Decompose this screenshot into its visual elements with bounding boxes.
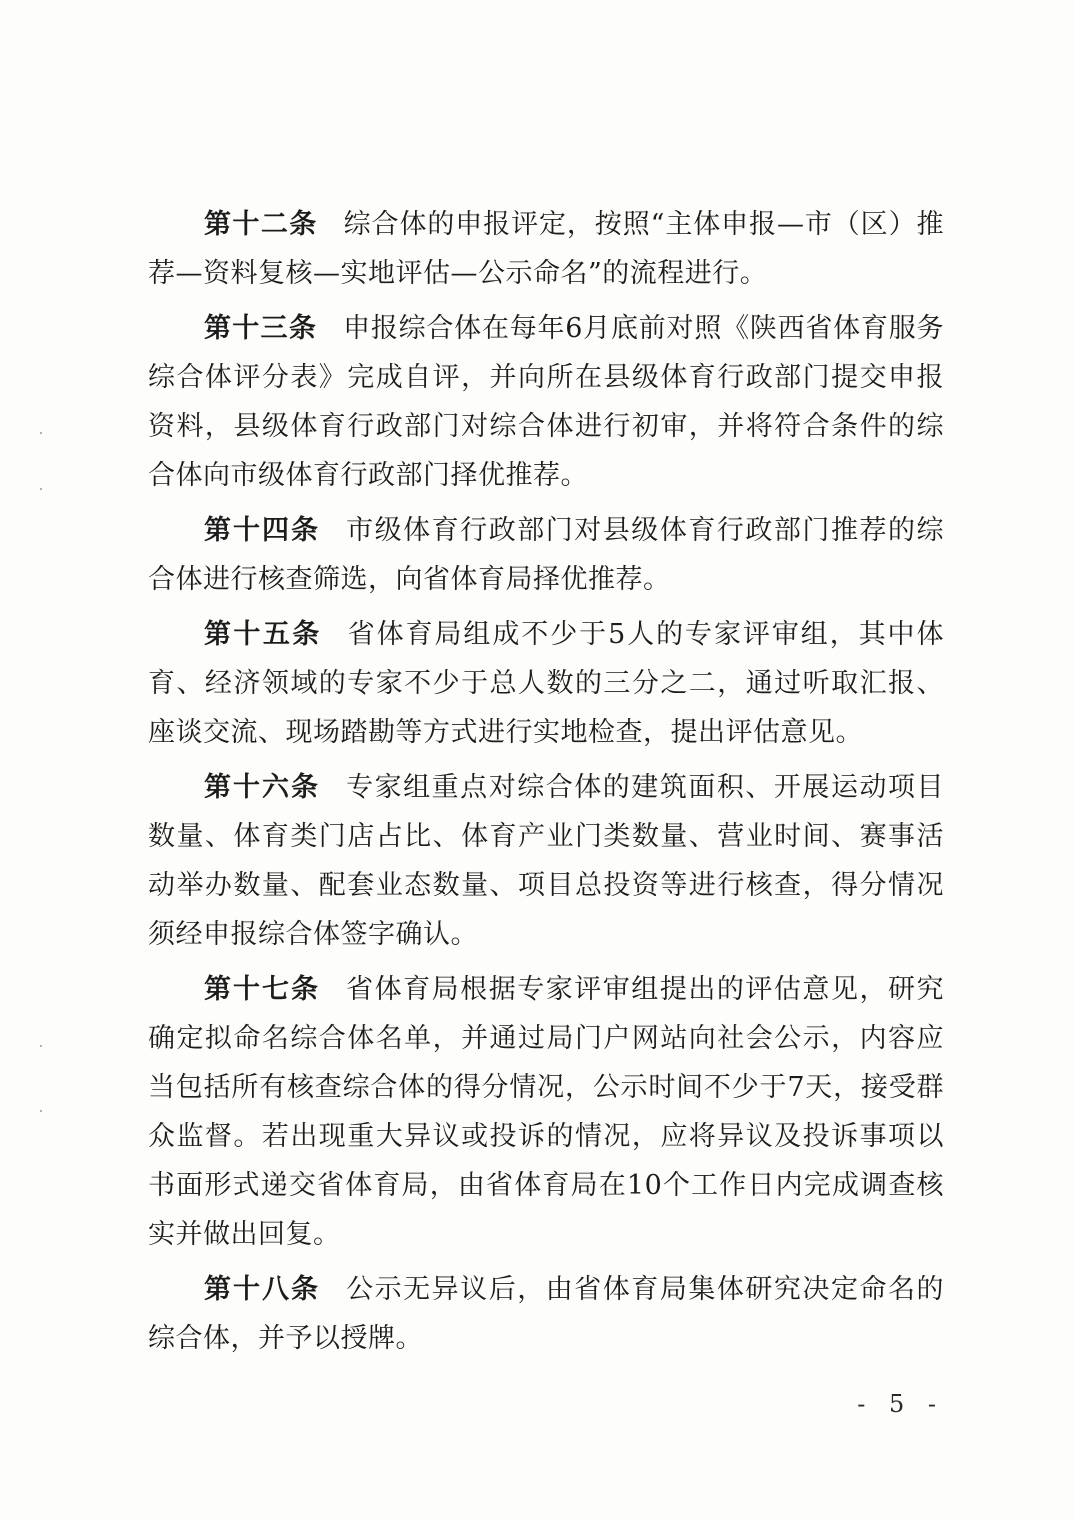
scan-speck [40, 432, 42, 434]
article-heading: 第十七条 [204, 974, 321, 1005]
article-heading: 第十八条 [204, 1274, 321, 1305]
article-heading: 第十五条 [204, 619, 322, 650]
article-text: 市级体育行政部门对县级体育行政部门推荐的综合体进行核查筛选，向省体育局择优推荐。 [148, 515, 945, 595]
article-17 [148, 965, 944, 1259]
article-heading: 第十四条 [204, 515, 321, 546]
article-text: 专家组重点对综合体的建筑面积、开展运动项目数量、体育类门店占比、体育产业门类数量、营业时间、赛事活动举办数量、配套业态数量、项目总投资等进行核查，得分情况须经申报综合体签字确认。 [148, 772, 945, 950]
article-text: 公示无异议后，由省体育局集体研究决定命名的综合体，并予以授牌。 [148, 1274, 945, 1354]
scan-speck [40, 1045, 42, 1047]
article-heading: 第十二条 [204, 209, 318, 240]
article-text: 省体育局组成不少于5人的专家评审组，其中体育、经济领域的专家不少于总人数的三分之二，通过听取汇报、座谈交流、现场踏勘等方式进行实地检查，提出评估意见。 [148, 619, 944, 748]
article-text: 省体育局根据专家评审组提出的评估意见，研究确定拟命名综合体名单，并通过局门户网站向社会公示，内容应当包括所有核查综合体的得分情况，公示时间不少于7天，接受群众监督。若出现重大异议或投诉的情况，应将异议及投诉事项以书面形式递交省体育局，由省体育局在10个工作日内完成调查核实并做出回复。 [148, 974, 945, 1250]
article-heading: 第十六条 [204, 772, 321, 803]
article-14 [148, 506, 944, 604]
document-body [148, 200, 944, 1369]
article-15 [148, 610, 944, 757]
article-text: 申报综合体在每年6月底前对照《陕西省体育服务综合体评分表》完成自评，并向所在县级体育行政部门提交申报资料，县级体育行政部门对综合体进行初审，并将符合条件的综合体向市级体育行政部门择优推荐。 [148, 313, 944, 491]
article-16 [148, 763, 944, 959]
scan-speck [40, 488, 42, 490]
article-13 [148, 304, 944, 500]
article-heading: 第十三条 [204, 313, 318, 344]
article-12 [148, 200, 944, 298]
page-number: - 5 - [857, 1390, 944, 1418]
scan-speck [40, 1110, 42, 1112]
article-text: 综合体的申报评定，按照“主体申报—市（区）推荐—资料复核—实地评估—公示命名”的流程进行。 [148, 209, 945, 289]
article-18 [148, 1265, 944, 1363]
